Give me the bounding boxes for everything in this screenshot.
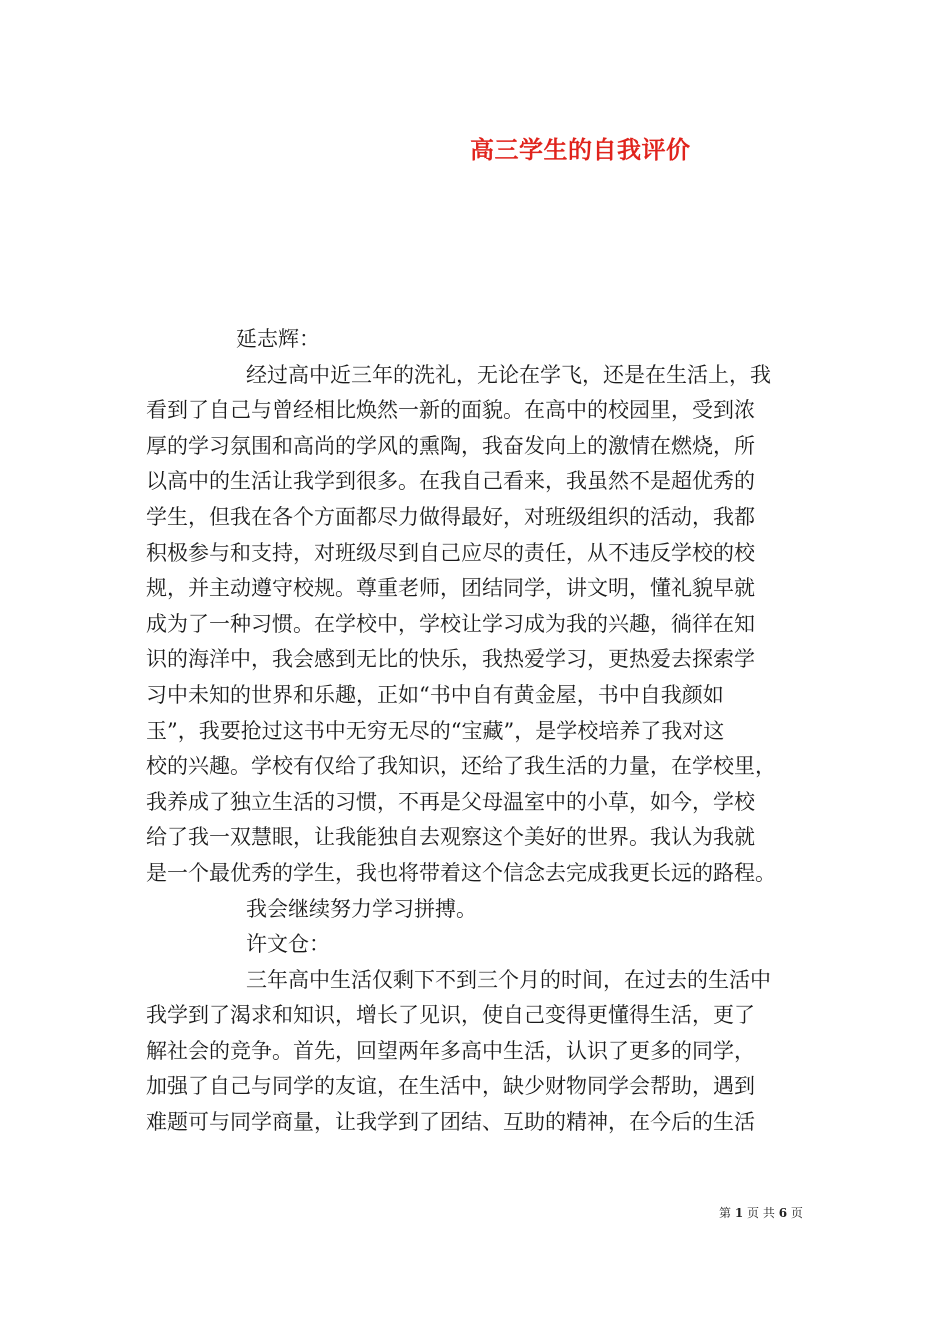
paragraph-line: 难题可与同学商量，让我学到了团结、互助的精神，在今后的生活	[146, 1110, 755, 1135]
paragraph-line: 规，并主动遵守校规。尊重老师，团结同学，讲文明，懂礼貌早就	[146, 576, 755, 601]
footer-middle: 页 共	[747, 1206, 775, 1220]
paragraph-line: 积极参与和支持，对班级尽到自己应尽的责任，从不违反学校的校	[146, 540, 755, 565]
paragraph-line: 校的兴趣。学校有仅给了我知识，还给了我生活的力量，在学校里，	[146, 754, 776, 779]
paragraph-line: 解社会的竞争。首先，回望两年多高中生活，认识了更多的同学，	[146, 1038, 755, 1063]
paragraph-line: 玉”，我要抢过这书中无穷无尽的“宝藏”，是学校培养了我对这	[146, 718, 725, 743]
paragraph-line: 成为了一种习惯。在学校中，学校让学习成为我的兴趣，徜徉在知	[146, 611, 755, 636]
current-page-number: 1	[734, 1206, 744, 1220]
footer-suffix: 页	[790, 1206, 803, 1220]
paragraph-line: 识的海洋中，我会感到无比的快乐，我热爱学习，更热爱去探索学	[146, 647, 755, 672]
paragraph-line: 是一个最优秀的学生，我也将带着这个信念去完成我更长远的路程。	[146, 860, 776, 885]
paragraph-line: 给了我一双慧眼，让我能独自去观察这个美好的世界。我认为我就	[146, 825, 755, 850]
document-body	[146, 322, 814, 1141]
paragraph-line: 加强了自己与同学的友谊，在生活中，缺少财物同学会帮助，遇到	[146, 1074, 755, 1099]
author-name-line: 许文仓：	[246, 932, 330, 957]
paragraph-line: 习中未知的世界和乐趣，正如“书中自有黄金屋，书中自我颜如	[146, 682, 724, 707]
paragraph-line: 经过高中近三年的洗礼，无论在学飞，还是在生活上，我	[246, 362, 771, 387]
page-number-footer	[719, 1204, 803, 1221]
paragraph-line: 看到了自己与曾经相比焕然一新的面貌。在高中的校园里，受到浓	[146, 398, 755, 423]
paragraph-line: 厚的学习氛围和高尚的学风的熏陶，我奋发向上的激情在燃烧，所	[146, 433, 755, 458]
total-pages-number: 6	[778, 1206, 788, 1220]
paragraph-line: 三年高中生活仅剩下不到三个月的时间，在过去的生活中	[246, 967, 771, 992]
paragraph-line: 我会继续努力学习拼搏。	[246, 896, 477, 921]
footer-prefix: 第	[719, 1206, 732, 1220]
author-name-line: 延志辉：	[236, 327, 320, 351]
paragraph-line: 我养成了独立生活的习惯，不再是父母温室中的小草，如今，学校	[146, 789, 755, 814]
paragraph-line: 我学到了渴求和知识，增长了见识，使自己变得更懂得生活，更了	[146, 1003, 755, 1028]
document-title: 高三学生的自我评价	[470, 135, 691, 164]
paragraph-line: 学生，但我在各个方面都尽力做得最好，对班级组织的活动，我都	[146, 504, 755, 529]
paragraph-line: 以高中的生活让我学到很多。在我自己看来，我虽然不是超优秀的	[146, 469, 755, 494]
